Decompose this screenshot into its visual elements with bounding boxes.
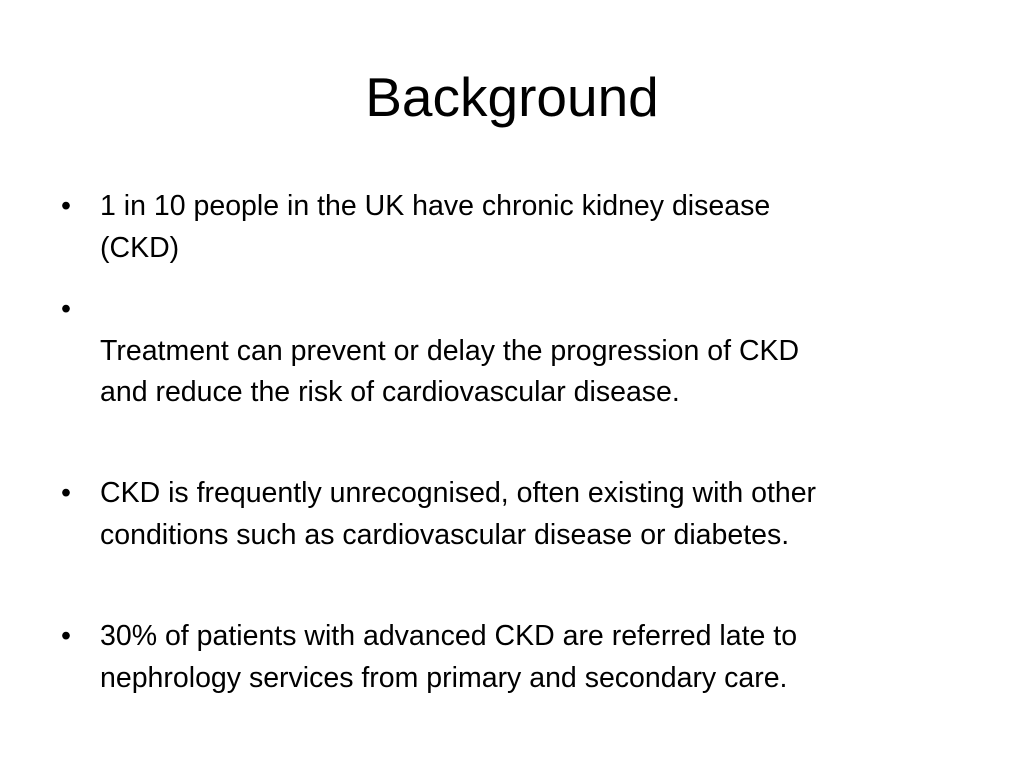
bullet-line: 30% of patients with advanced CKD are referred late to [100, 620, 798, 652]
bullet-text [100, 616, 1000, 699]
bullet-line: and reduce the risk of cardiovascular disease. [100, 376, 680, 408]
bullet-line: nephrology services from primary and secondary care. [100, 661, 788, 694]
bullet-marker: • [61, 477, 71, 509]
bullet-line: conditions such as cardiovascular disease or diabetes. [100, 518, 790, 551]
bullet-marker: • [61, 293, 71, 325]
bullet-text [100, 186, 1000, 269]
bullet-text [100, 331, 1000, 414]
bullet-line: Treatment can prevent or delay the progression of CKD [100, 334, 800, 367]
bullet-line: CKD is frequently unrecognised, often existing with other [100, 477, 817, 509]
bullet-marker: • [61, 620, 71, 652]
bullet-marker: • [61, 190, 71, 222]
slide-title: Background [365, 66, 659, 128]
bullet-line: (CKD) [100, 231, 180, 264]
bullet-line: 1 in 10 people in the UK have chronic kidney disease [100, 190, 771, 222]
bullet-text [100, 473, 1000, 556]
